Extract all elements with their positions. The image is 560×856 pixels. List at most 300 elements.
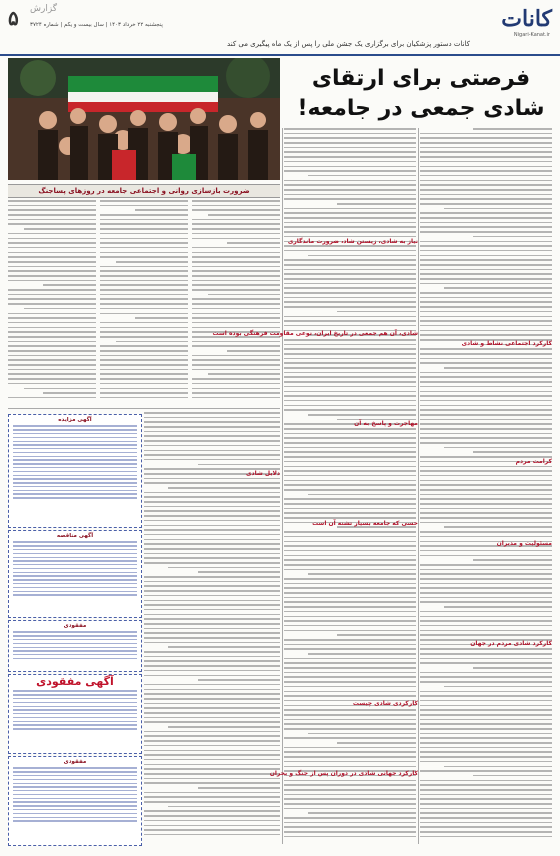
text-line [420,480,552,482]
text-line [192,359,280,361]
ad-text-line [13,801,137,802]
text-line [284,639,416,641]
text-line [144,520,280,522]
text-line [308,653,416,655]
text-line [8,233,96,235]
ad-text-line [13,437,137,438]
text-line [420,283,552,285]
ad-text-line [13,444,137,445]
subhead: حسی که جامعه بسیار تشنه آن است [312,520,418,527]
text-line [420,217,552,219]
ad-text-line [13,545,137,546]
text-line [144,515,280,517]
box-column-2 [100,200,188,406]
text-line [420,241,552,243]
text-line [284,395,416,397]
text-line [284,405,416,407]
text-line [144,759,280,761]
ad-text-line [13,706,137,707]
text-line [192,303,280,305]
text-line [284,597,416,599]
text-line [284,569,416,571]
text-line [420,433,552,435]
text-line [420,630,552,632]
text-line [444,766,552,768]
text-line [8,359,96,361]
text-line [100,266,188,268]
text-line [420,376,552,378]
text-line [420,189,552,191]
ad-text-line [13,690,137,691]
ad-text-line [13,635,137,636]
text-line [284,517,416,519]
ad-text-line [13,709,137,710]
ad-text-line [13,639,137,640]
text-line [420,742,552,744]
text-line [420,569,552,571]
text-line [420,780,552,782]
text-line [284,470,416,472]
text-line [284,358,416,360]
ad-text-line [13,794,137,795]
text-line [337,203,416,205]
text-line [43,284,96,286]
text-line [420,611,552,613]
text-line [144,421,280,423]
text-line [144,445,280,447]
text-line [284,166,416,168]
text-line [198,787,280,789]
text-line [284,278,416,280]
text-line [8,266,96,268]
ad-text-line [13,459,137,460]
text-line [420,470,552,472]
text-line [24,308,96,310]
text-line [284,362,416,364]
text-line [284,245,416,247]
subhead: کارکرد جهانی شادی در دوران پس از جنگ و بحران [269,770,418,777]
text-line [284,372,416,374]
text-line [284,320,416,322]
text-line [144,829,280,831]
text-line [8,364,96,366]
text-line [420,836,552,838]
ad-title: آگهی مزایده [58,417,92,423]
ad-text-line [13,467,137,468]
text-line [8,383,96,385]
text-line [8,341,96,343]
text-line [8,270,96,272]
text-line [420,831,552,833]
text-line [208,214,280,216]
text-line [284,447,416,449]
text-line [284,798,416,800]
text-line [144,506,280,508]
text-line [284,784,416,786]
text-line [420,700,552,702]
ad-text-line [13,817,137,818]
text-line [284,437,416,439]
text-line [192,228,280,230]
ad-text-line [13,478,137,479]
text-line [100,219,188,221]
subhead: مسئولیت و مدیران [496,540,552,547]
text-line [284,756,416,758]
ad-text-line [13,441,137,442]
text-line [420,498,552,500]
text-line [420,770,552,772]
text-line [284,170,416,172]
text-line [284,723,416,725]
text-line [144,698,280,700]
text-line [284,578,416,580]
text-line [420,709,552,711]
box-article-title: ضرورت بازسازی روانی و اجتماعی جامعه در روزهای پساجنگ [8,184,280,198]
text-line [420,723,552,725]
text-line [284,719,416,721]
text-line [8,238,96,240]
ad-lost-2 [8,756,142,846]
text-line [420,395,552,397]
text-line [100,242,188,244]
ad-text-line [13,643,137,644]
text-line [192,345,280,347]
ad-text-line [13,541,137,542]
subhead: مهاجرت و پاسخ به آن [354,420,418,427]
text-line [284,484,416,486]
text-line [420,316,552,318]
text-line [420,681,552,683]
text-line [420,423,552,425]
text-line [420,728,552,730]
text-line [444,367,552,369]
text-line [284,339,416,341]
text-line [144,543,280,545]
ad-text-line [13,728,137,729]
text-line [100,238,188,240]
text-line [8,336,96,338]
text-line [8,378,96,380]
text-line [8,294,96,296]
text-line [144,496,280,498]
text-line [8,252,96,254]
text-line [444,447,552,449]
text-line [284,409,416,411]
text-line [284,606,416,608]
text-line [144,731,280,733]
text-line [284,550,416,552]
text-line [144,820,280,822]
text-line [420,325,552,327]
ad-text-line [13,721,137,722]
text-line [284,250,416,252]
text-line [284,198,416,200]
text-line [192,200,280,202]
text-line [144,693,280,695]
ad-text-line [13,560,137,561]
text-line [444,686,552,688]
text-line [144,768,280,770]
text-line [168,567,280,569]
ad-text-line [13,813,137,814]
text-line [144,782,280,784]
text-line [420,601,552,603]
text-line [100,298,188,300]
text-line [144,754,280,756]
text-line [144,740,280,742]
ad-text-line [13,717,137,718]
text-line [284,630,416,632]
text-line [420,147,552,149]
text-line [100,369,188,371]
text-line [144,525,280,527]
text-line [284,817,416,819]
text-line [284,780,416,782]
text-line [420,494,552,496]
subhead: کرامت مردم [515,458,552,465]
subhead: دلایل شادی [246,470,280,477]
text-line [144,553,280,555]
ad-text-line [13,779,137,780]
text-line [420,198,552,200]
text-line [284,259,416,261]
text-line [420,653,552,655]
text-line [8,345,96,347]
text-line [420,719,552,721]
text-line [8,355,96,357]
text-line [284,644,416,646]
text-line [420,142,552,144]
text-line [100,383,188,385]
text-line [144,501,280,503]
text-line [284,325,416,327]
text-line [420,695,552,697]
text-line [284,592,416,594]
text-line [420,269,552,271]
text-line [100,373,188,375]
text-line [144,426,280,428]
ad-text-line [13,658,137,659]
text-line [284,601,416,603]
text-line [308,494,416,496]
kicker-line: کانات دستور پزشکیان برای برگزاری یک جشن ملی را پس از یک ماه پیگیری می کند [227,40,470,48]
text-line [100,313,188,315]
text-line [100,308,188,310]
column-divider [282,128,283,844]
text-line [144,656,280,658]
ad-text-line [13,568,137,569]
text-line [144,675,280,677]
text-line [8,303,96,305]
text-line [144,712,280,714]
text-line [337,634,416,636]
text-line [100,397,188,399]
text-line [420,691,552,693]
text-line [100,364,188,366]
text-line [192,252,280,254]
ad-auction [8,414,142,528]
text-line [420,564,552,566]
text-line [144,651,280,653]
text-line [100,280,188,282]
text-line [227,242,280,244]
text-line [473,128,552,130]
text-line [420,409,552,411]
text-line [284,475,416,477]
ad-text-line [13,775,137,776]
text-line [284,831,416,833]
text-line [192,223,280,225]
ad-text-line [13,631,137,632]
text-line [420,161,552,163]
text-line [284,466,416,468]
text-line [420,803,552,805]
ad-text-line [13,694,137,695]
text-line [192,270,280,272]
text-line [144,703,280,705]
text-line [420,320,552,322]
text-line [100,270,188,272]
text-line [192,364,280,366]
ad-text-line [13,650,137,651]
text-line [284,451,416,453]
subhead: کارکرد اجتماعی نشاط و شادی [461,340,552,347]
ad-text-line [13,497,137,498]
text-line [192,383,280,385]
ad-text-line [13,429,137,430]
text-line [100,247,188,249]
text-line [420,358,552,360]
text-line [192,317,280,319]
text-line [337,742,416,744]
text-line [284,751,416,753]
text-line [100,228,188,230]
text-line [444,208,552,210]
text-line [144,684,280,686]
text-line [420,587,552,589]
text-line [420,812,552,814]
text-line [192,219,280,221]
article-column-2 [284,128,416,844]
text-line [420,203,552,205]
text-line [192,209,280,211]
text-line [192,378,280,380]
text-line [144,576,280,578]
text-line [420,166,552,168]
subhead: کارکردی شادی چیست [352,700,418,707]
text-line [100,378,188,380]
text-line [284,766,416,768]
text-line [420,362,552,364]
ad-text-line [13,587,137,588]
text-line [420,751,552,753]
text-line [420,672,552,674]
text-line [8,350,96,352]
text-line [100,214,188,216]
text-line [420,414,552,416]
text-line [144,450,280,452]
text-line [144,801,280,803]
ad-text-line [13,702,137,703]
text-line [420,372,552,374]
ad-text-line [13,425,137,426]
text-line [144,764,280,766]
text-line [284,226,416,228]
text-line [420,306,552,308]
text-line [144,609,280,611]
text-line [284,620,416,622]
text-line [420,466,552,468]
text-line [8,247,96,249]
text-line [420,381,552,383]
text-line [100,223,188,225]
text-line [284,555,416,557]
text-line [8,317,96,319]
text-line [284,386,416,388]
text-line [192,308,280,310]
text-line [144,707,280,709]
ad-title: مفقودی [63,623,87,629]
text-line [473,559,552,561]
text-line [284,728,416,730]
text-line [420,737,552,739]
text-line [24,228,96,230]
text-line [420,756,552,758]
ad-text-line [13,564,137,565]
text-line [8,327,96,329]
text-line [168,726,280,728]
text-line [227,350,280,352]
text-line [284,128,416,130]
text-line [420,419,552,421]
ad-text-line [13,698,137,699]
text-line [144,600,280,602]
text-line [420,747,552,749]
text-line [144,815,280,817]
text-line [284,161,416,163]
text-line [144,618,280,620]
text-line [420,503,552,505]
text-line [144,614,280,616]
text-line [420,522,552,524]
text-line [420,428,552,430]
ad-text-line [13,471,137,472]
text-line [284,348,416,350]
ad-text-line [13,549,137,550]
text-line [420,817,552,819]
text-line [284,353,416,355]
text-line [420,489,552,491]
text-line [144,492,280,494]
headline-line-1: فرصتی برای ارتقای [311,66,531,91]
text-line [192,322,280,324]
text-line [420,437,552,439]
text-line [284,691,416,693]
text-line [420,170,552,172]
text-line [192,313,280,315]
ad-text-line [13,798,137,799]
text-line [284,737,416,739]
text-line [284,461,416,463]
text-line [284,512,416,514]
text-line [144,665,280,667]
text-line [420,597,552,599]
text-line [284,428,416,430]
text-line [444,606,552,608]
text-line [420,259,552,261]
ad-text-line [13,493,137,494]
text-line [420,156,552,158]
